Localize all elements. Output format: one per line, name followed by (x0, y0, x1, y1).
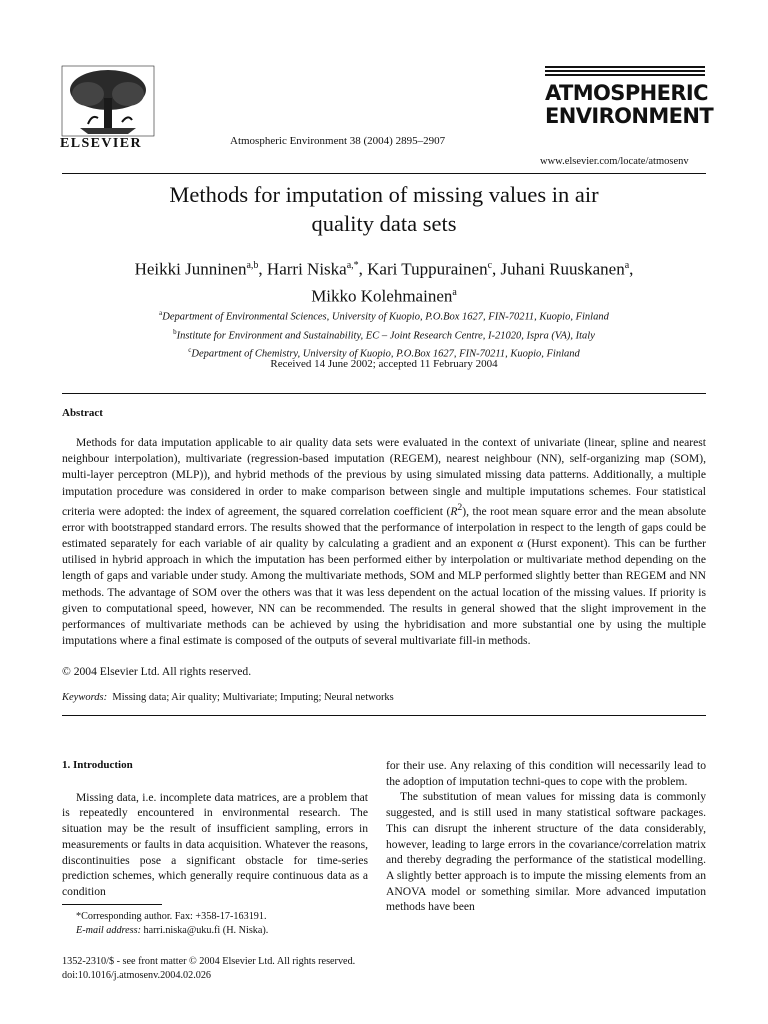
abstract-body (62, 435, 706, 650)
author-separator: , (258, 259, 267, 279)
doi-link[interactable]: doi:10.1016/j.atmosenv.2004.02.026 (62, 970, 212, 981)
abstract-heading: Abstract (62, 407, 103, 419)
abstract-bottom-divider (62, 715, 706, 716)
author-line1 (60, 254, 708, 281)
abstract-top-divider (62, 393, 706, 394)
affiliation-mark: a (159, 309, 163, 317)
footnote-divider (62, 904, 162, 905)
author-name: Mikko Kolehmainen (311, 286, 453, 306)
abstract-r-symbol: R (450, 504, 458, 518)
author-line2 (60, 281, 708, 308)
author-name: Kari Tuppurainen (367, 259, 488, 279)
section-heading: 1. Introduction (62, 759, 133, 771)
body-paragraph: The substitution of mean values for missing data is commonly suggested, and is still used in many statistical software packages. This can disrupt the inherent structure of the data considerably, however, leading to large errors in the covariance/correlation matrix and thereby degrading the performance of the statistical modelling. A slightly better approach is to impute the missing elements from an ANOVA model or something similar. More advanced imputation methods have been (386, 790, 706, 914)
journal-reference: Atmospheric Environment 38 (2004) 2895–2907 (230, 135, 446, 147)
body-paragraph: for their use. Any relaxing of this condition will necessarily lead to the adoption of imputation techni-ques to cope with the problem. (386, 759, 706, 788)
email-address[interactable]: harri.niska@uku.fi (H. Niska). (143, 925, 269, 936)
affiliation-text: Department of Chemistry, University of Kuopio, P.O.Box 1627, FIN-70211, Kuopio, Finland (191, 348, 580, 360)
author-affiliation-mark: a (624, 260, 630, 271)
affiliation-mark: b (173, 327, 177, 336)
author-list (60, 254, 708, 307)
page-footer (62, 955, 355, 983)
email-label: E-mail address: (76, 925, 141, 936)
author-affiliation-mark: a (452, 286, 457, 298)
email-note (62, 924, 372, 938)
author-affiliation-mark: a,* (346, 260, 359, 271)
author-affiliation-mark: c (487, 260, 493, 271)
author-name: Heikki Junninen (134, 259, 247, 279)
journal-name (545, 81, 714, 128)
affiliations (60, 306, 708, 362)
right-column (386, 758, 706, 915)
affiliation-item (60, 306, 708, 325)
header-divider (62, 173, 706, 174)
abstract-text-part1: Methods for data imputation applicable to air quality data sets were evaluated in the context of univariate (linear, spline and nearest neighbour interpolation), multivariate (regression-based imputation (REGEM), nearest neighbour (NN), self-organizing map (SOM), multi-layer perceptron (MLP)), and hybrid methods of the previous by using simulated missing data patterns. Additionally, a multiple imputation procedure was considered in order to make comparison between single and multiple imputations schemes. Four statistical criteria were adopted: the index of agreement, the squared correlation coefficient ( (62, 436, 706, 518)
abstract-copyright: © 2004 Elsevier Ltd. All rights reserved. (62, 665, 252, 678)
keywords-list: Missing data; Air quality; Multivariate; Imputing; Neural networks (112, 692, 394, 703)
journal-name-line2: ENVIRONMENT (545, 104, 714, 128)
keywords (62, 692, 394, 703)
publisher-name: ELSEVIER (60, 136, 143, 151)
abstract-text-part2: ), the root mean square error and the mean absolute error with bootstrapped standard errors. The results showed that the performance of interpolation in respect to the length of gaps could be estimated separately for each variable of air quality by calculating a gradient and an exponent α (Hurst exponent). This can be further utilised in hybrid approach in which the imputation has been performed either by interpolation or multivariate method depending on the length of gaps and variable under study. Among the multivariate methods, SOM and MLP performed slightly better than REGEM and NN methods. The advantage of SOM over the others was that it was less dependent on the actual location of the missing values. If priority is given to computational speed, however, NN can be recommended. The results in general showed that the slight improvement in the performances of multivariate methods can be achieved by using the hybridisation and more substantial one by using the multiple imputations where a final estimate is composed of the outputs of several multivariate fill-in methods. (62, 504, 706, 648)
article-title (60, 180, 708, 238)
affiliation-text: Department of Environmental Sciences, University of Kuopio, P.O.Box 1627, FIN-70211, Kuopio, Finland (162, 311, 609, 323)
journal-banner-rules (545, 66, 705, 78)
abstract-r-superscript: 2 (457, 501, 463, 513)
author-name: Harri Niska (266, 259, 347, 279)
received-dates: Received 14 June 2002; accepted 11 February 2004 (270, 358, 498, 370)
title-line2: quality data sets (311, 211, 457, 236)
affiliation-item (60, 325, 708, 344)
issn-line: 1352-2310/$ - see front matter © 2004 Elsevier Ltd. All rights reserved. (62, 956, 356, 967)
corresponding-author-note: *Corresponding author. Fax: +358-17-163191. (76, 911, 267, 922)
affiliation-mark: c (188, 346, 192, 354)
author-name: Juhani Ruuskanen (500, 259, 625, 279)
author-affiliation-mark: a,b (246, 260, 259, 271)
keywords-label: Keywords: (62, 692, 108, 703)
affiliation-text: Institute for Environment and Sustainability, EC – Joint Research Centre, I-21020, Ispra (VA), Italy (176, 330, 595, 341)
title-line1: Methods for imputation of missing values in air (169, 182, 599, 207)
author-separator: , (629, 259, 634, 279)
footnotes (62, 910, 372, 938)
author-separator: , (358, 259, 368, 279)
journal-name-line1: ATMOSPHERIC (545, 81, 708, 105)
body-paragraph: Missing data, i.e. incomplete data matrices, are a problem that is repeatedly encountered in environmental research. The situation may be the result of insufficient sampling, errors in measurements or faults in data acquisition. Whatever the reasons, discontinuities pose a significant obstacle for time-series prediction schemes, which generally require continuous data as a condition (62, 790, 368, 898)
author-separator: , (492, 259, 501, 279)
left-column (62, 758, 368, 900)
journal-url-link[interactable]: www.elsevier.com/locate/atmosenv (540, 156, 689, 167)
